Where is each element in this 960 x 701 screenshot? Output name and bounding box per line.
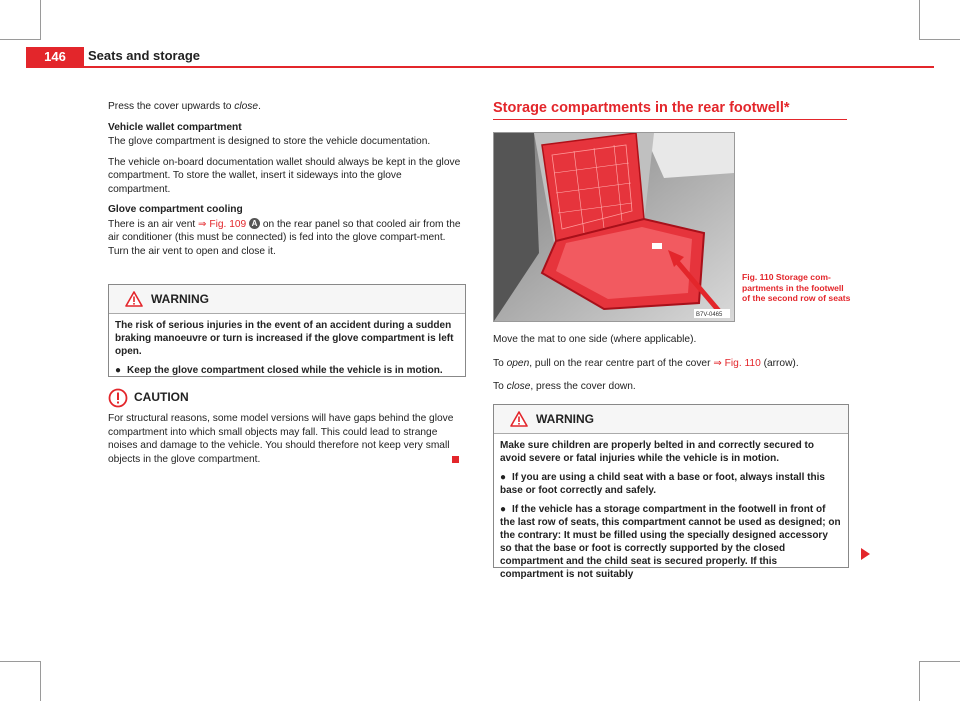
- warning-box: [493, 404, 849, 580]
- paragraph: The vehicle on-board documentation wallet should always be kept in the glove compartment. To store the wallet, insert it sideways into the glove compartment.: [108, 156, 461, 195]
- text: , pull on the rear centre part of the cover: [529, 357, 714, 369]
- paragraph: [493, 380, 847, 394]
- paragraph: [493, 357, 847, 371]
- warning-body: [494, 434, 848, 592]
- cooling-heading: Glove compartment cooling: [108, 204, 243, 215]
- crop-mark: [40, 0, 41, 40]
- section-rule: [493, 119, 847, 120]
- text: (arrow).: [760, 357, 799, 369]
- text: , press the cover down.: [530, 381, 636, 392]
- page-number: 146: [26, 47, 84, 67]
- crop-mark: [919, 0, 920, 40]
- caution-header: [108, 388, 464, 408]
- text: If you are using a child seat with a base or foot, always install this base or foot correctly and safely.: [500, 472, 825, 496]
- wallet-heading: Vehicle wallet compartment: [108, 121, 242, 133]
- continue-arrow-icon: [861, 548, 870, 560]
- paragraph: [108, 100, 464, 114]
- warning-triangle-icon: [125, 291, 143, 307]
- end-marker: [452, 456, 459, 463]
- bullet-icon: ●: [115, 365, 122, 376]
- emphasis: close: [506, 381, 531, 392]
- footwell-illustration: [494, 133, 734, 321]
- right-column: [493, 333, 847, 401]
- paragraph: Move the mat to one side (where applicable).: [493, 334, 697, 345]
- figure-code: B7V-0465: [696, 312, 723, 318]
- figure-110: [493, 132, 735, 322]
- warning-text: Make sure children are properly belted in and correctly secured to avoid severe or fatal injuries while the vehicle is in motion.: [500, 440, 814, 464]
- caution-title: CAUTION: [134, 390, 189, 405]
- paragraph: The glove compartment is designed to store the vehicle documentation.: [108, 136, 431, 147]
- text: Press the cover upwards to: [108, 101, 235, 112]
- figure-caption: Fig. 110 Storage com-partments in the footwell of the second row of seats: [742, 272, 851, 303]
- marker-a-icon: A: [249, 218, 260, 229]
- emphasis: open: [506, 357, 530, 369]
- warning-header: [109, 285, 465, 314]
- figure-link[interactable]: ⇒ Fig. 110: [713, 357, 761, 369]
- text: Keep the glove compartment closed while the vehicle is in motion.: [127, 365, 443, 376]
- crop-mark: [40, 661, 41, 701]
- warning-triangle-icon: [510, 411, 528, 427]
- page-header-title: Seats and storage: [88, 48, 200, 63]
- emphasis: close: [234, 101, 259, 112]
- text: To: [493, 381, 507, 392]
- text: If the vehicle has a storage compartment in the footwell in front of the last row of seats, this compartment cannot be used as designed; on the contrary: It must be filled using the specially designed accessory so that the base or foot is correctly supported by the closed compartment and the child seat is secured properly. If this compartment is not suitably: [500, 504, 841, 580]
- warning-bullet: [500, 471, 842, 497]
- warning-bullet: [115, 364, 459, 377]
- caution-icon: [108, 388, 128, 408]
- bullet-icon: ●: [500, 504, 507, 515]
- crop-mark: [920, 39, 960, 40]
- figure-link[interactable]: ⇒ Fig. 109: [198, 218, 247, 230]
- warning-box: [108, 284, 466, 377]
- paragraph: [108, 218, 464, 259]
- crop-mark: [0, 39, 40, 40]
- crop-mark: [0, 661, 40, 662]
- warning-title: WARNING: [536, 412, 594, 426]
- warning-bullet: [500, 503, 842, 581]
- crop-mark: [919, 661, 920, 701]
- warning-title: WARNING: [151, 292, 209, 306]
- warning-header: [494, 405, 848, 434]
- header-rule: [26, 66, 934, 68]
- left-column: [108, 100, 464, 265]
- caution-text: For structural reasons, some model versions will have gaps behind the glove compartment into which small objects may fall. This could lead to strange noises and damage to the vehicle. You should therefore not keep very small objects in the glove compartment.: [108, 413, 454, 465]
- text: on the rear panel so that cooled air from the air conditioner (this must be connected) is fed into the glove compart-ment. Turn the air vent to open and close it.: [108, 218, 461, 257]
- text: .: [258, 101, 261, 112]
- caution-block: [108, 388, 464, 473]
- warning-text: The risk of serious injuries in the event of an accident during a sudden braking manoeuvre or turn is increased if the glove compartment is left open.: [115, 320, 454, 357]
- bullet-icon: ●: [500, 472, 507, 483]
- text: To: [493, 357, 507, 369]
- section-title: Storage compartments in the rear footwell*: [493, 100, 790, 116]
- crop-mark: [920, 661, 960, 662]
- text: There is an air vent: [108, 218, 199, 230]
- warning-body: [109, 314, 465, 388]
